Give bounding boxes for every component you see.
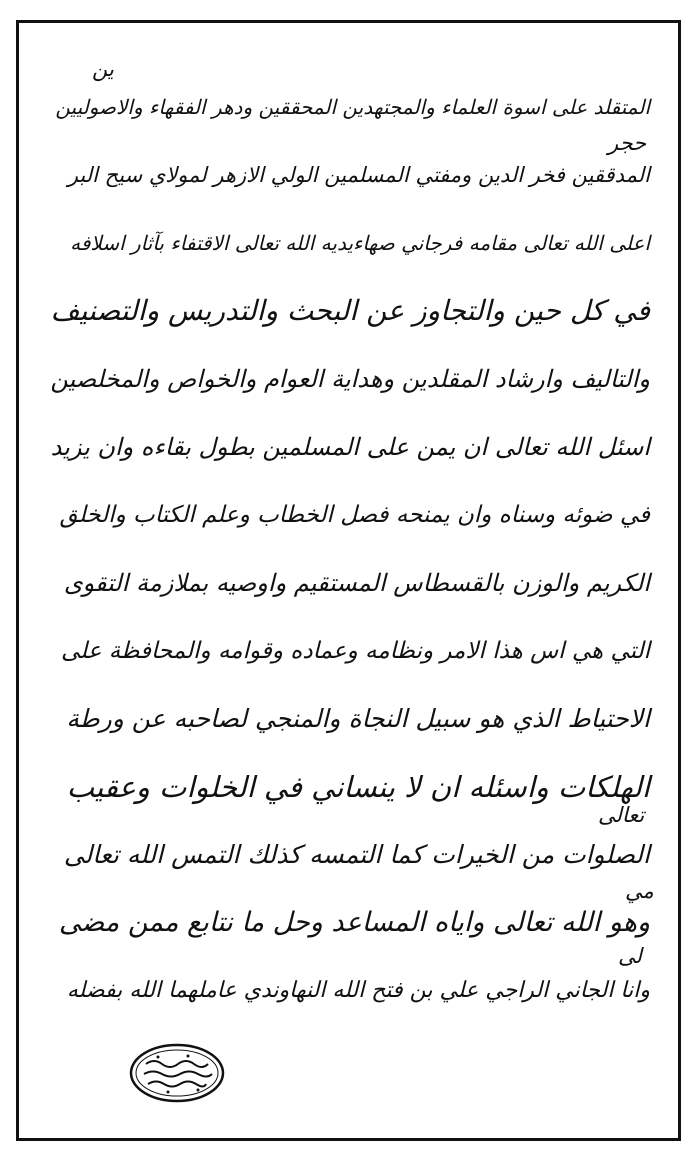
manuscript-line: والتاليف وارشاد المقلدين وهداية العوام والخواص والمخلصين <box>50 365 650 393</box>
manuscript-line: في ضوئه وسناه وان يمنحه فصل الخطاب وعلم الكتاب والخلق <box>59 502 650 528</box>
margin-note: تعالى <box>598 803 645 827</box>
margin-note: لى <box>618 944 642 968</box>
manuscript-line: الصلوات من الخيرات كما التمسه كذلك التمس الله تعالى <box>63 840 650 869</box>
manuscript-line: وانا الجاني الراجي علي بن فتح الله النهاوندي عاملهما الله بفضله <box>66 978 650 1003</box>
seal-stamp <box>128 1042 226 1104</box>
manuscript-line: المتقلد على اسوة العلماء والمجتهدين المحققين ودهر الفقهاء والاصوليين <box>55 95 650 119</box>
margin-note: ين <box>92 57 114 81</box>
manuscript-line: الاحتياط الذي هو سبيل النجاة والمنجي لصاحبه عن ورطة <box>66 704 650 733</box>
manuscript-line: اسئل الله تعالى ان يمن على المسلمين بطول بقاءه وان يزيد <box>50 433 650 461</box>
manuscript-line: الكريم والوزن بالقسطاس المستقيم واوصيه بملازمة التقوى <box>63 569 650 597</box>
manuscript-line: في كل حين والتجاوز عن البحث والتدريس والتصنيف <box>50 294 650 327</box>
margin-note: مي <box>625 879 654 903</box>
manuscript-line: وهو الله تعالى واياه المساعد وحل ما نتابع ممن مضى <box>58 907 650 938</box>
manuscript-line: التي هي اس هذا الامر ونظامه وعماده وقوامه والمحافظة على <box>60 638 650 664</box>
manuscript-line: المدققين فخر الدين ومفتي المسلمين الولي الازهر لمولاي سيح البر <box>67 163 650 187</box>
manuscript-line: الهلكات واسئله ان لا ينساني في الخلوات وعقيب <box>66 770 650 804</box>
margin-note: حجر <box>608 131 647 155</box>
manuscript-line: اعلى الله تعالى مقامه فرجاني صهاءيديه الله تعالى الاقتفاء بآثار اسلافه <box>70 231 650 255</box>
